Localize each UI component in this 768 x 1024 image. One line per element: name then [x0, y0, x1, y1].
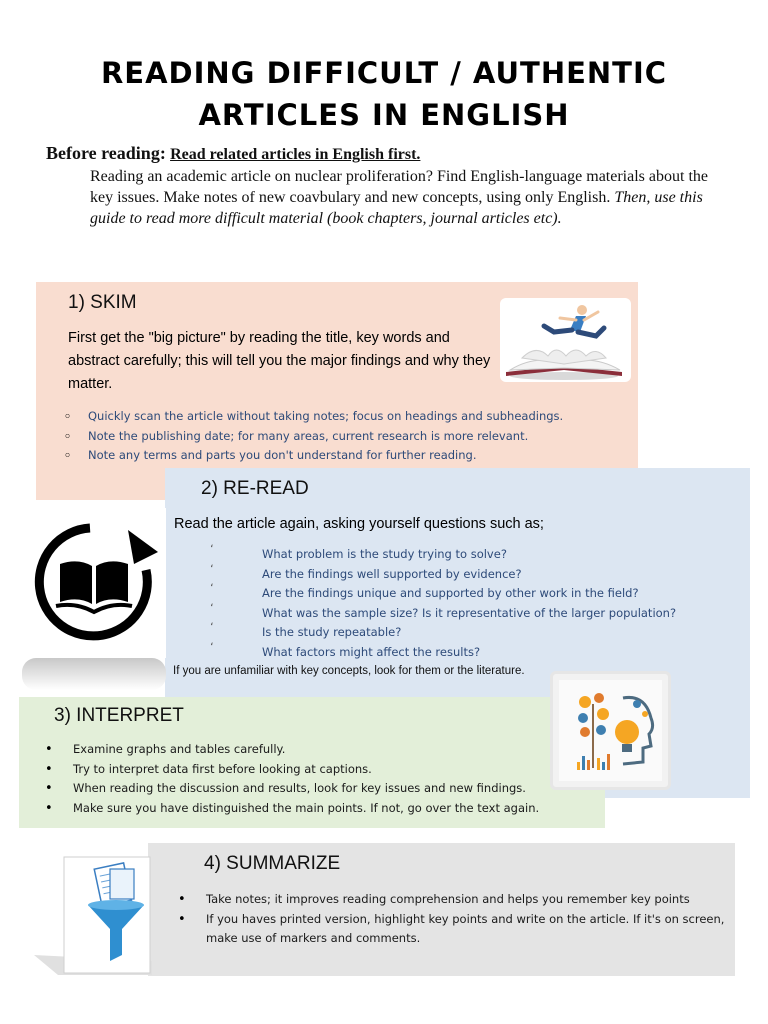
interpret-section: [19, 697, 605, 828]
before-reading-label: Before reading:: [46, 143, 166, 163]
reread-note: If you are unfamiliar with key concepts, look for them or the literature.: [173, 665, 525, 677]
list-item: • Examine graphs and tables carefully.: [45, 740, 595, 760]
list-item: , Is the study repeatable?: [165, 623, 750, 643]
list-item: • When reading the discussion and results, look for key issues and new findings.: [45, 779, 595, 799]
skim-heading: 1) SKIM: [68, 292, 137, 313]
list-item: , Are the findings well supported by evidence?: [165, 565, 750, 585]
title-line-1: READING DIFFICULT / AUTHENTIC: [100, 56, 668, 90]
reread-questions: [165, 545, 750, 662]
before-reading-body: [90, 166, 726, 229]
list-item: • Take notes; it improves reading comprehension and helps you remember key points: [178, 890, 728, 910]
reread-lead: Read the article again, asking yourself questions such as;: [174, 516, 544, 532]
interpret-heading: 3) INTERPRET: [54, 705, 184, 726]
list-item: • If you haves printed version, highlight key points and write on the article. If it's on screen, make use of markers and comments.: [178, 910, 728, 949]
skim-lead: First get the "big picture" by reading the title, key words and abstract carefully; this will tell you the major findings and why they matter.: [68, 330, 491, 392]
runner-leaping-over-book-icon: [500, 298, 631, 382]
list-item: , What was the sample size? Is it representative of the larger population?: [165, 604, 750, 624]
before-reading-text: Reading an academic article on nuclear proliferation? Find English-language materials about the key issues. Make notes of new coavbulary and new concepts, using only English.: [90, 168, 708, 206]
list-item: • Make sure you have distinguished the main points. If not, go over the text again.: [45, 799, 595, 819]
list-item: ◦ Note the publishing date; for many areas, current research is more relevant.: [64, 427, 624, 447]
before-reading-section: [46, 143, 726, 229]
list-item: ◦ Note any terms and parts you don't understand for further reading.: [64, 446, 624, 466]
book-with-refresh-arrow-icon: [22, 508, 166, 690]
head-lightbulb-analytics-icon: [550, 671, 671, 790]
documents-funnel-icon: [28, 855, 152, 975]
before-reading-instruction: Read related articles in English first.: [170, 146, 421, 163]
reread-heading: 2) RE-READ: [201, 478, 309, 499]
before-reading-italic-text: Then, use this guide to read more difficult material (book chapters, journal articles etc).: [90, 189, 703, 227]
skim-list: [64, 407, 624, 466]
title-line-2: ARTICLES IN ENGLISH: [198, 98, 570, 132]
summarize-section: [148, 843, 735, 976]
list-item: • Try to interpret data first before looking at captions.: [45, 760, 595, 780]
summarize-heading: 4) SUMMARIZE: [204, 853, 341, 874]
list-item: , What factors might affect the results?: [165, 643, 750, 663]
list-item: , Are the findings unique and supported by other work in the field?: [165, 584, 750, 604]
list-item: ◦ Quickly scan the article without taking notes; focus on headings and subheadings.: [64, 407, 624, 427]
page-title: [0, 52, 768, 136]
interpret-list: [45, 740, 595, 818]
summarize-list: [178, 890, 728, 949]
list-item: , What problem is the study trying to solve?: [165, 545, 750, 565]
